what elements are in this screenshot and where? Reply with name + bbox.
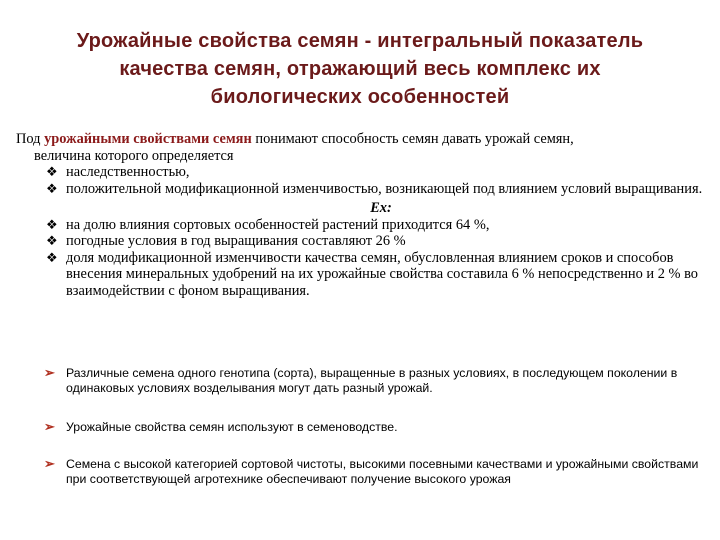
- note-item: [44, 420, 704, 435]
- main-text: [16, 131, 706, 299]
- list-item-text: на долю влияния сортовых особенностей растений приходится 64 %,: [66, 216, 490, 233]
- intro-paragraph: [16, 131, 706, 148]
- list-item: [44, 217, 706, 234]
- note-item: [44, 366, 704, 396]
- examples-list: [16, 217, 706, 300]
- title-line-2: качества семян, отражающий весь комплекс их: [119, 58, 601, 80]
- list-item-text: положительной модификационной изменчивостью, возникающей под влиянием условий выращивания.: [66, 180, 703, 197]
- determinants-list: [16, 164, 706, 197]
- list-item-text: доля модификационной изменчивости качества семян, обусловленная влиянием сроков и способов внесения минеральных удобрений на их урожайные свойства составила 6 % непосредственно и 2 % во взаимодействии с фоном выращивания.: [66, 249, 698, 299]
- list-item: [44, 164, 706, 181]
- note-text: Семена с высокой категорией сортовой чистоты, высокими посевными качествами и урожайными свойствами при соответствующей агротехнике обеспечивают получение высокого урожая: [66, 457, 699, 486]
- arrow-bullet-icon: ➢: [44, 456, 55, 471]
- diamond-bullet-icon: ❖: [46, 249, 58, 265]
- intro-highlight: урожайными свойствами семян: [44, 131, 252, 147]
- note-item: [44, 457, 704, 487]
- diamond-bullet-icon: ❖: [46, 216, 58, 232]
- note-text: Урожайные свойства семян используют в семеноводстве.: [66, 420, 398, 434]
- title-line-1: Урожайные свойства семян - интегральный показатель: [76, 30, 644, 52]
- list-item: [44, 181, 706, 198]
- diamond-bullet-icon: ❖: [46, 233, 58, 248]
- page-title: [30, 27, 690, 111]
- arrow-bullet-icon: ➢: [44, 419, 55, 434]
- intro-prefix: Под: [16, 131, 45, 147]
- list-item: [44, 250, 706, 300]
- list-item-text: наследственностью,: [66, 164, 190, 180]
- arrow-bullet-icon: ➢: [44, 365, 55, 380]
- diamond-bullet-icon: ❖: [46, 180, 58, 196]
- intro-suffix: понимают способность семян давать урожай семян,: [251, 131, 574, 147]
- example-label: Ex:: [370, 200, 392, 216]
- list-item-text: погодные условия в год выращивания составляют 26 %: [66, 233, 406, 249]
- intro-line-2: величина которого определяется: [34, 147, 234, 164]
- diamond-bullet-icon: ❖: [46, 164, 58, 179]
- note-text: Различные семена одного генотипа (сорта), выращенные в разных условиях, в последующем поколении в одинаковых условиях возделывания могут дать разный урожай.: [66, 366, 678, 395]
- list-item: [44, 233, 706, 250]
- notes-list: [44, 366, 704, 487]
- title-line-3: биологических особенностей: [210, 86, 510, 108]
